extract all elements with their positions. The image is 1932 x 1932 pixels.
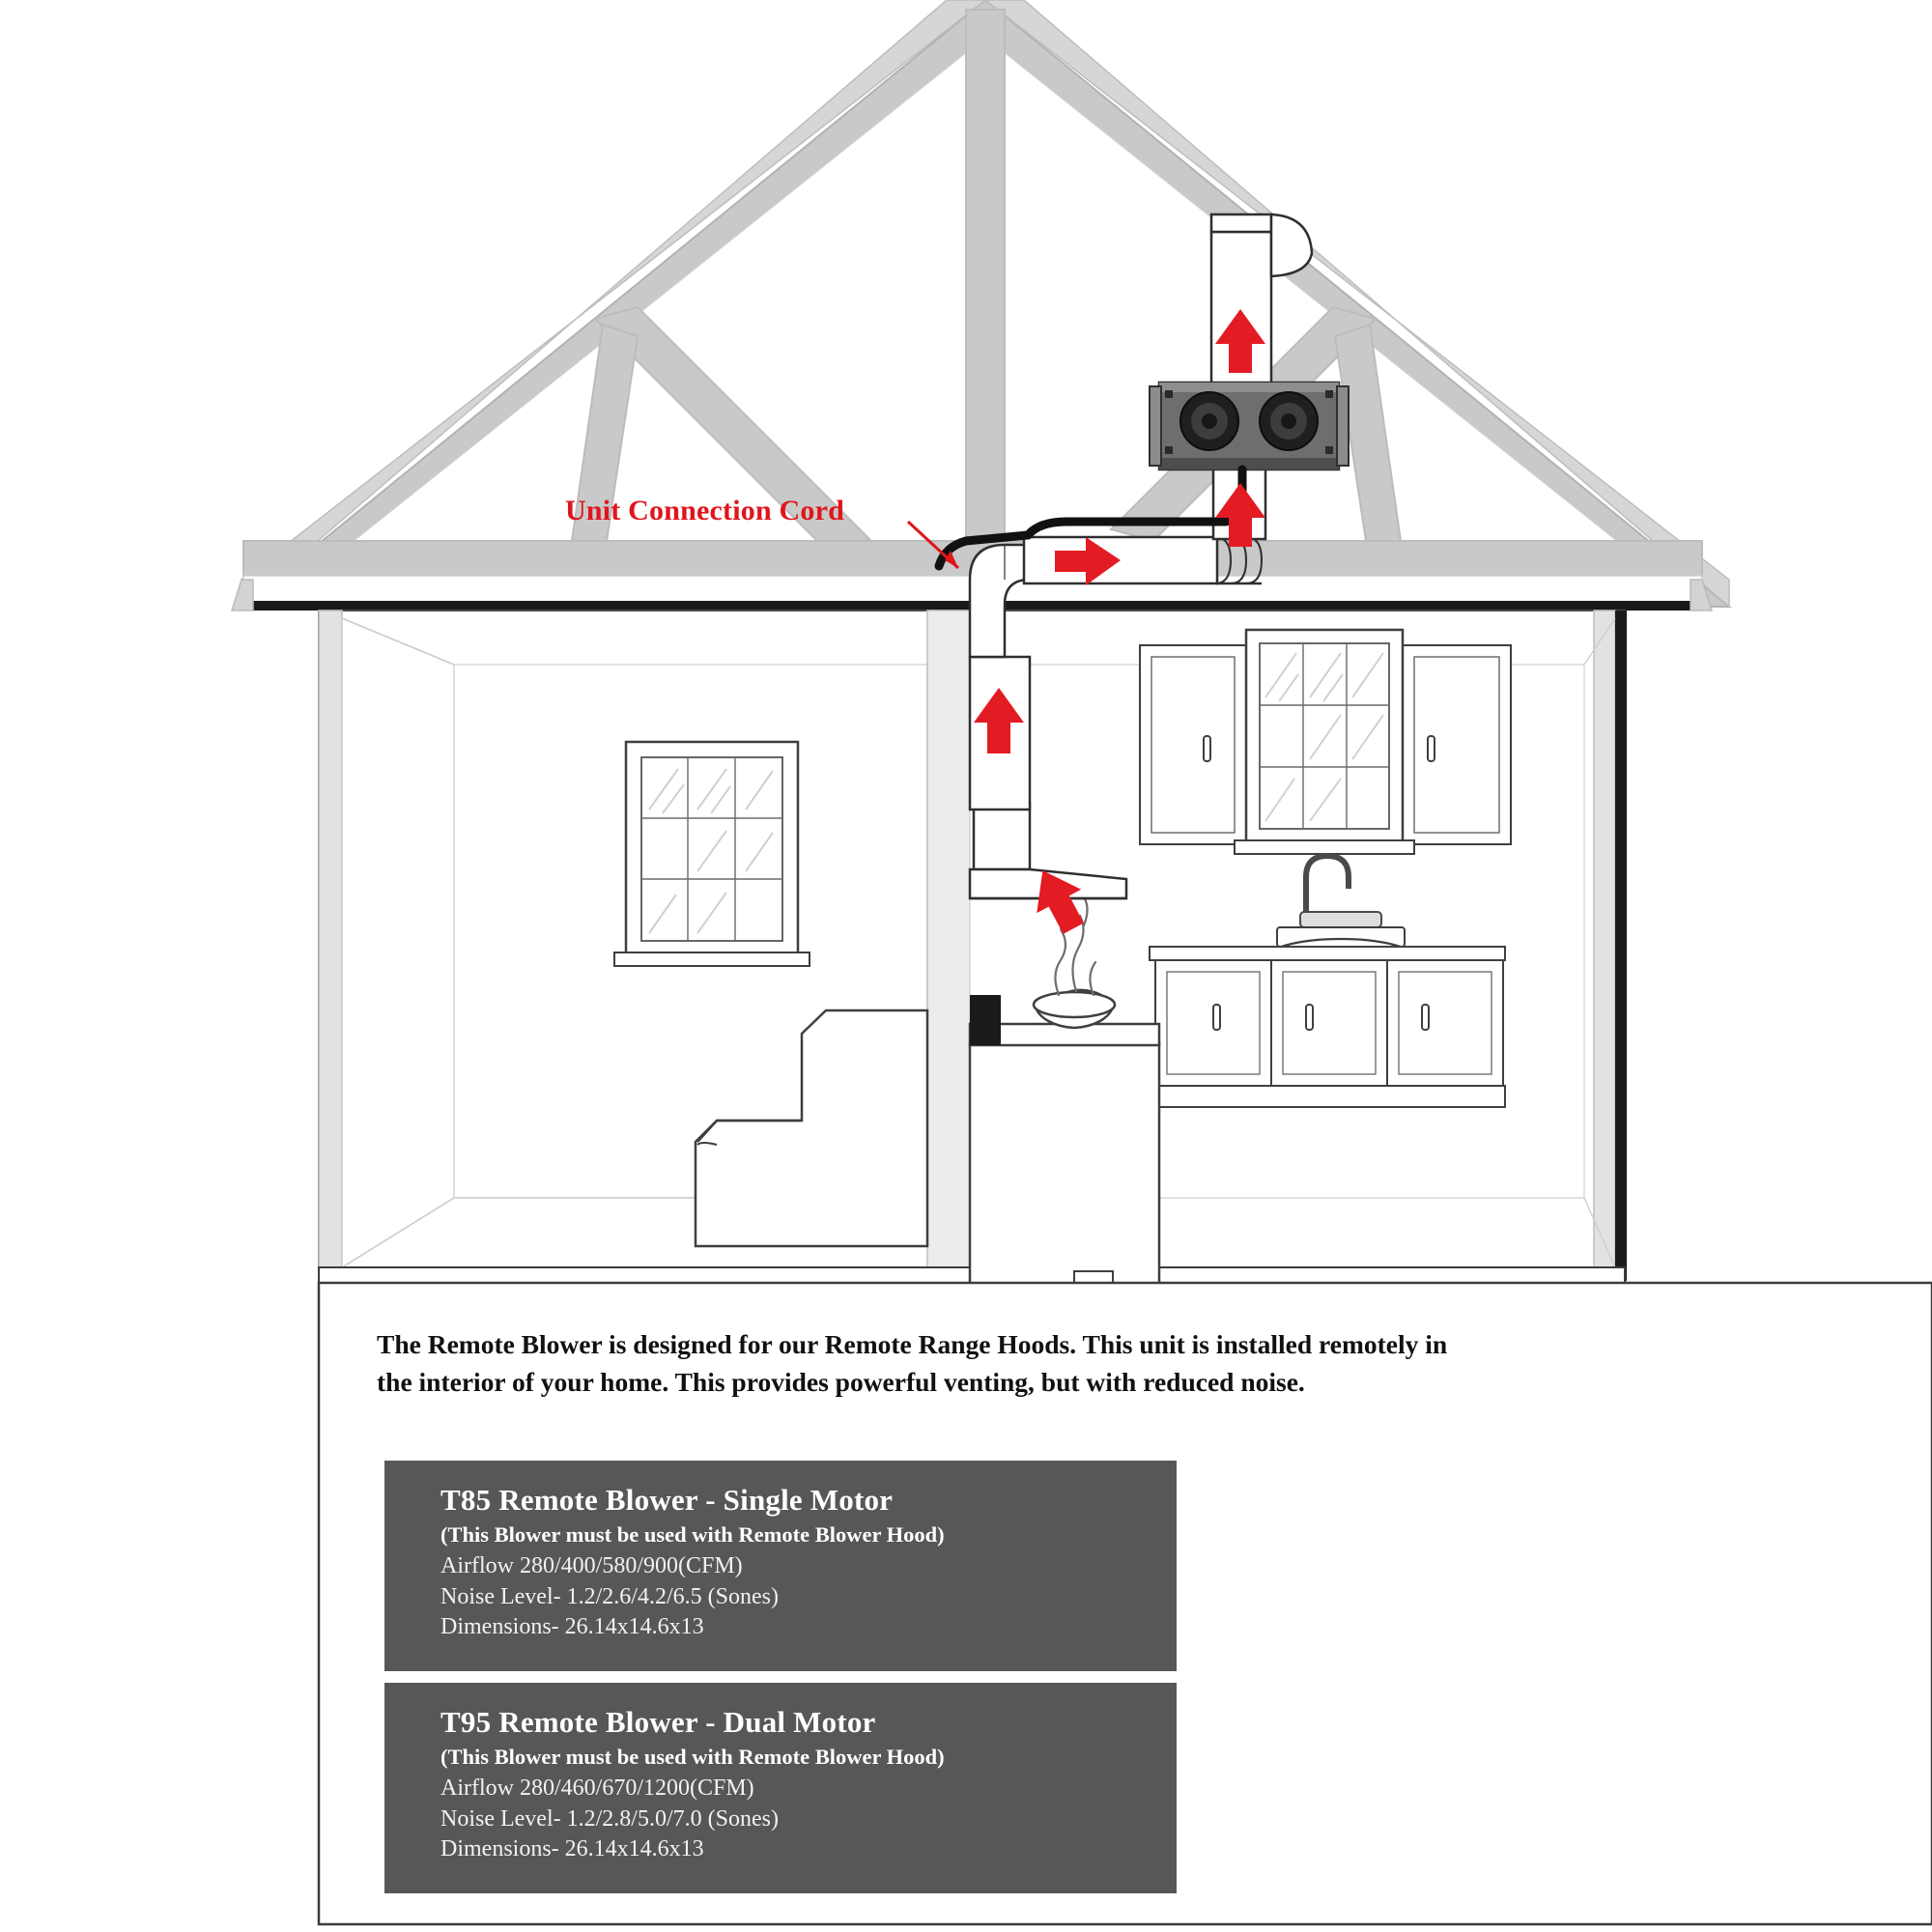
spec-card-t95 bbox=[384, 1683, 1177, 1893]
roof-structure bbox=[232, 0, 1729, 611]
spec-noise: Noise Level- 1.2/2.8/5.0/7.0 (Sones) bbox=[440, 1805, 779, 1832]
unit-connection-cord-label: Unit Connection Cord bbox=[565, 495, 845, 526]
spec-subtitle: (This Blower must be used with Remote Blower Hood) bbox=[440, 1744, 945, 1769]
spec-dimensions: Dimensions- 26.14x14.6x13 bbox=[440, 1836, 704, 1862]
spec-airflow: Airflow 280/400/580/900(CFM) bbox=[440, 1553, 743, 1578]
description-text: The Remote Blower is designed for our Remote Range Hoods. This unit is installed remotely in the interior of your home. This provides powerful venting, but with reduced noise. bbox=[377, 1329, 1448, 1398]
range-cooktop-icon bbox=[970, 995, 1159, 1285]
remote-blower-unit-icon bbox=[1150, 383, 1349, 469]
kitchen-window-icon bbox=[1235, 630, 1414, 854]
kitchen-base-cabinets bbox=[1150, 947, 1505, 1107]
spec-title: T95 Remote Blower - Dual Motor bbox=[440, 1705, 876, 1739]
living-room-window-icon bbox=[614, 742, 810, 966]
spec-subtitle: (This Blower must be used with Remote Blower Hood) bbox=[440, 1521, 945, 1547]
spec-card-t85 bbox=[384, 1461, 1177, 1671]
spec-title: T85 Remote Blower - Single Motor bbox=[440, 1483, 894, 1517]
spec-noise: Noise Level- 1.2/2.6/4.2/6.5 (Sones) bbox=[440, 1583, 779, 1609]
spec-dimensions: Dimensions- 26.14x14.6x13 bbox=[440, 1614, 704, 1640]
spec-airflow: Airflow 280/460/670/1200(CFM) bbox=[440, 1776, 754, 1801]
